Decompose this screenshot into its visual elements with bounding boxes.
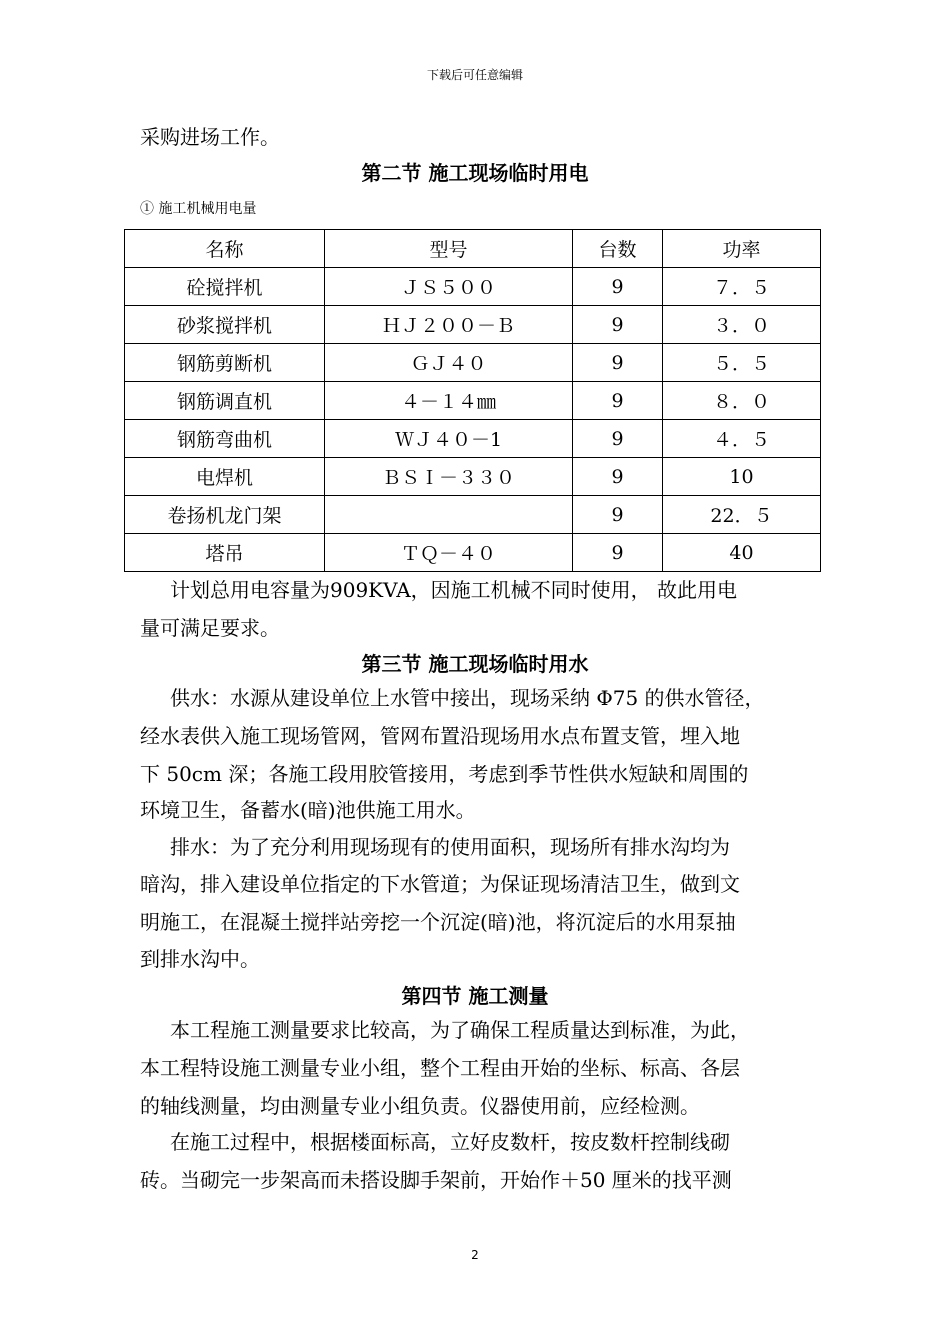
cell-name: 钢筋调直机 <box>125 382 325 420</box>
cell-power: ４．５ <box>663 420 821 458</box>
cell-power: 10 <box>663 458 821 496</box>
cell-count: 9 <box>573 306 663 344</box>
table-row <box>125 420 821 458</box>
cell-model: ＧＪ４０ <box>325 344 573 382</box>
table-row <box>125 382 821 420</box>
cell-power: ７．５ <box>663 268 821 306</box>
cell-model: ＴＱ－４０ <box>325 534 573 572</box>
table-row <box>125 344 821 382</box>
survey-para2-line-2: 砖。当砌完一步架高而未搭设脚手架前，开始作＋50 厘米的找平测 <box>140 1168 732 1192</box>
cell-count: 9 <box>573 382 663 420</box>
table-row <box>125 496 821 534</box>
survey-para1-line-3: 的轴线测量，均由测量专业小组负责。仪器使用前，应经检测。 <box>140 1094 700 1118</box>
cell-count: 9 <box>573 420 663 458</box>
cell-count: 9 <box>573 534 663 572</box>
table-row <box>125 268 821 306</box>
survey-para1-line-1: 本工程施工测量要求比较高，为了确保工程质量达到标准，为此， <box>170 1018 750 1042</box>
cell-power: ５．５ <box>663 344 821 382</box>
cell-count: 9 <box>573 458 663 496</box>
cell-model: ＨＪ２００－Ｂ <box>325 306 573 344</box>
water-supply-line-3: 下 50cm 深；各施工段用胶管接用，考虑到季节性供水短缺和周围的 <box>140 762 749 786</box>
cell-model <box>325 496 573 534</box>
intro-line: 采购进场工作。 <box>140 125 280 149</box>
cell-name: 钢筋剪断机 <box>125 344 325 382</box>
table-row <box>125 534 821 572</box>
water-supply-line-2: 经水表供入施工现场管网，管网布置沿现场用水点布置支管，埋入地 <box>140 724 740 748</box>
power-summary-line-2: 量可满足要求。 <box>140 616 280 640</box>
power-summary-line-1: 计划总用电容量为909KVA，因施工机械不同时使用， 故此用电 <box>170 578 738 602</box>
cell-count: 9 <box>573 268 663 306</box>
table-header-row <box>125 230 821 268</box>
cell-model: ＪＳ５００ <box>325 268 573 306</box>
cell-count: 9 <box>573 496 663 534</box>
page-header-note: 下载后可任意编辑 <box>426 68 523 82</box>
water-supply-line-1: 供水：水源从建设单位上水管中接出，现场采纳 Φ75 的供水管径， <box>170 686 765 710</box>
equipment-power-table <box>124 229 821 572</box>
column-header-model: 型号 <box>325 230 573 268</box>
cell-name: 钢筋弯曲机 <box>125 420 325 458</box>
table-row <box>125 458 821 496</box>
survey-para1-line-2: 本工程特设施工测量专业小组，整个工程由开始的坐标、标高、各层 <box>140 1056 740 1080</box>
page-number: 2 <box>471 1248 479 1262</box>
cell-power: ８．０ <box>663 382 821 420</box>
section-heading-survey: 第四节 施工测量 <box>401 984 549 1008</box>
column-header-count: 台数 <box>573 230 663 268</box>
section-heading-electricity: 第二节 施工现场临时用电 <box>361 161 589 185</box>
cell-power: 22．５ <box>663 496 821 534</box>
cell-name: 砂浆搅拌机 <box>125 306 325 344</box>
cell-name: 砼搅拌机 <box>125 268 325 306</box>
cell-power: ３．０ <box>663 306 821 344</box>
survey-para2-line-1: 在施工过程中，根据楼面标高，立好皮数杆，按皮数杆控制线砌 <box>170 1130 730 1154</box>
drainage-line-1: 排水：为了充分利用现场现有的使用面积，现场所有排水沟均为 <box>170 835 730 859</box>
cell-model: ４－１４㎜ <box>325 382 573 420</box>
table-caption: ① 施工机械用电量 <box>140 201 257 217</box>
cell-count: 9 <box>573 344 663 382</box>
cell-power: 40 <box>663 534 821 572</box>
drainage-line-4: 到排水沟中。 <box>140 947 260 971</box>
table-row <box>125 306 821 344</box>
column-header-name: 名称 <box>125 230 325 268</box>
section-heading-water: 第三节 施工现场临时用水 <box>361 652 589 676</box>
water-supply-line-4: 环境卫生，备蓄水(暗)池供施工用水。 <box>140 798 476 822</box>
cell-model: ＷＪ４０－1 <box>325 420 573 458</box>
drainage-line-3: 明施工，在混凝土搅拌站旁挖一个沉淀(暗)池，将沉淀后的水用泵抽 <box>140 910 736 934</box>
cell-name: 卷扬机龙门架 <box>125 496 325 534</box>
cell-model: ＢＳＩ－３３０ <box>325 458 573 496</box>
drainage-line-2: 暗沟，排入建设单位指定的下水管道；为保证现场清洁卫生，做到文 <box>140 872 740 896</box>
column-header-power: 功率 <box>663 230 821 268</box>
cell-name: 塔吊 <box>125 534 325 572</box>
cell-name: 电焊机 <box>125 458 325 496</box>
